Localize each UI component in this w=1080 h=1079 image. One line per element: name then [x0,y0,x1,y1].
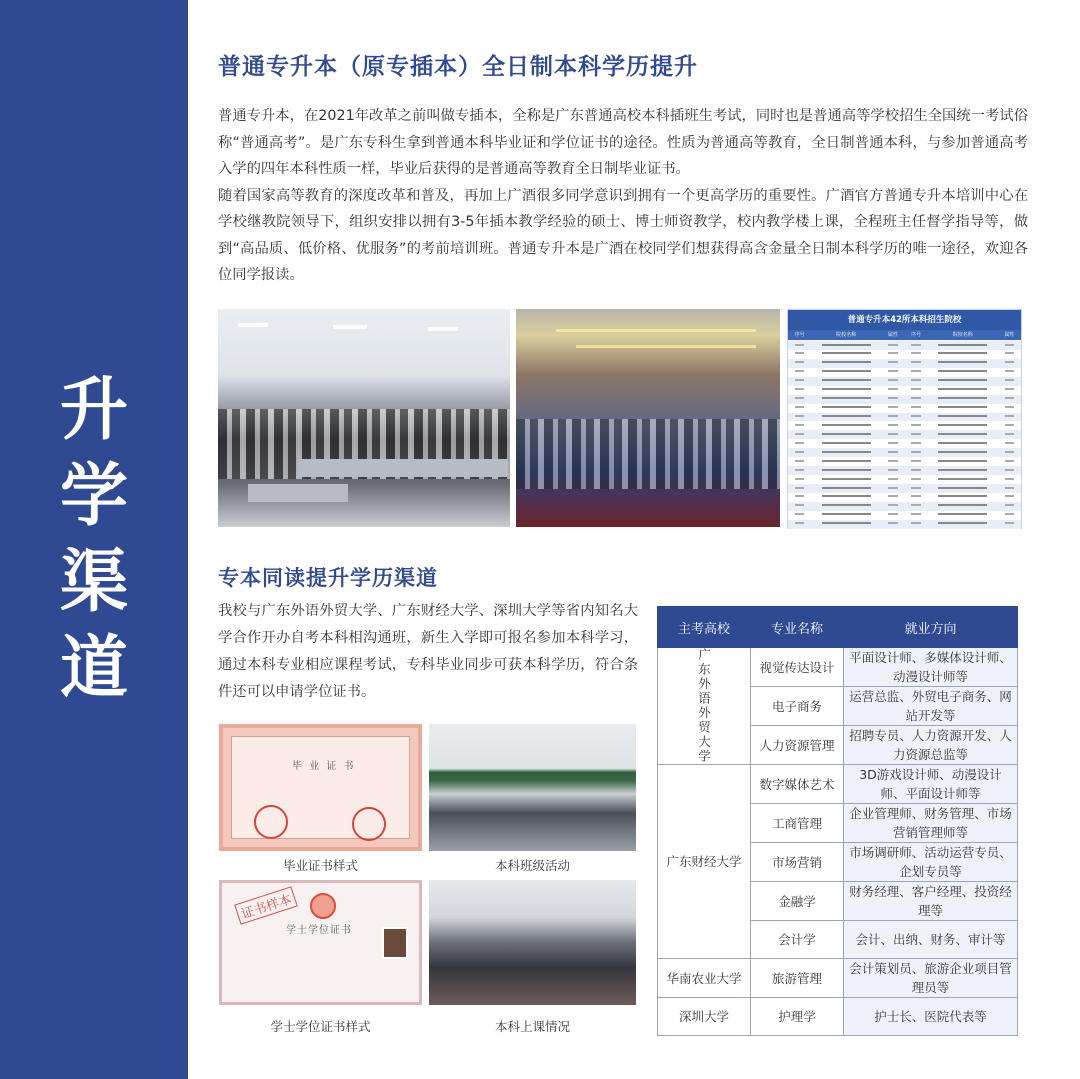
school-table-row [788,484,1021,493]
school-cell [658,765,751,959]
school-table-cell [811,520,881,529]
major-cell: 视觉传达设计 [751,648,844,687]
school-table-row [788,502,1021,511]
school-table-cell [881,359,904,368]
school-table-cell [998,448,1021,457]
table-row [658,959,1018,998]
school-table-row [788,475,1021,484]
table-row [658,998,1018,1036]
school-table-row [788,368,1021,377]
caption-grad-cert: 毕业证书样式 [282,858,358,873]
school-table-cell [811,430,881,439]
school-table-cell [905,341,928,350]
school-table-cell [811,457,881,466]
major-cell: 市场营销 [751,843,844,882]
school-table-cell [928,430,998,439]
school-table-row [788,511,1021,520]
school-table-cell [788,502,811,511]
school-table-cell [788,448,811,457]
school-table-cell [811,368,881,377]
school-table-cell [905,502,928,511]
school-table-cell [905,421,928,430]
school-table-cell [998,386,1021,395]
school-table-row [788,377,1021,386]
school-table-cell [881,368,904,377]
school-table-cell [811,395,881,404]
school-table-cell [811,511,881,520]
school-table-header-cell: 序号 [794,332,805,338]
career-cell: 财务经理、客户经理、投资经理等 [844,882,1018,921]
career-cell: 招聘专员、人力资源开发、人力资源总监等 [844,726,1018,765]
school-table-cell [905,350,928,359]
school-table-cell [788,484,811,493]
school-cell [658,998,751,1036]
school-table-cell [928,457,998,466]
school-table-cell [998,377,1021,386]
school-table-cell [928,484,998,493]
school-table-cell [905,448,928,457]
school-table-title: 普通专升本42所本科招生院校 [788,310,1021,330]
school-table-cell [811,439,881,448]
school-cell [658,648,751,765]
school-table-cell [905,413,928,422]
school-table-cell [905,404,928,413]
school-table-cell [788,368,811,377]
header-major: 专业名称 [751,607,844,648]
school-table-row [788,466,1021,475]
school-table-cell [788,395,811,404]
school-table-cell [811,386,881,395]
school-table-cell [998,430,1021,439]
school-table-cell [998,359,1021,368]
school-table-cell [788,511,811,520]
school-table-cell [905,386,928,395]
school-table-cell [881,404,904,413]
major-cell: 金融学 [751,882,844,921]
school-table-cell [905,359,928,368]
school-table-header-cell: 序号 [911,332,922,338]
school-table-cell [998,493,1021,502]
school-table-cell [928,386,998,395]
school-table-cell [881,502,904,511]
section2-title: 专本同读提升学历渠道 [218,566,438,590]
school-table-cell [928,421,998,430]
school-table-cell [928,439,998,448]
school-table-cell [881,493,904,502]
classroom-photo-1 [218,309,510,527]
school-list-table-image [787,309,1022,529]
school-table-cell [928,475,998,484]
table-row [658,648,1018,687]
school-table-cell [811,350,881,359]
school-table-header-cell: 属性 [887,332,898,338]
school-table-header [788,330,1021,340]
school-table-cell [881,413,904,422]
emblem-icon [310,893,336,919]
school-table-cell [998,395,1021,404]
school-table-cell [788,421,811,430]
school-table-cell [881,457,904,466]
school-table-cell [905,484,928,493]
school-table-cell [905,511,928,520]
school-table-cell [928,520,998,529]
school-table-row [788,359,1021,368]
school-table-header-cell: 院校名称 [836,332,857,338]
school-table-cell [998,484,1021,493]
school-name: 广东外语外贸大学 [696,648,712,764]
major-table-body [658,648,1018,1036]
degree-cert-title: 学士学位证书 [286,925,352,936]
major-cell: 旅游管理 [751,959,844,998]
class-activity-photo [429,724,636,851]
section2-intro: 我校与广东外语外贸大学、广东财经大学、深圳大学等省内知名大学合作开办自考本科相沟通班，新生入学即可报名参加本科学习，通过本科专业相应课程考试，专科毕业同步可获本科学历，符合条件还可以申请学位证书。 [218,603,638,700]
intro-paragraph-2: 随着国家高等教育的深度改革和普及，再加上广酒很多同学意识到拥有一个更高学历的重要性。广酒官方普通专升本培训中心在学校继教院领导下，组织安排以拥有3-5年插本教学经验的硕士、博士师资教学，校内教学楼上课，全程班主任督学指导等，做到“高品质、低价格、优服务”的考前培训班。普通专升本是广酒在校同学们想获得高含金量全日制本科学历的唯一途径，欢迎各位同学报读。 [218,187,1028,283]
seal-icon [352,807,386,841]
seal-icon [254,805,288,839]
sidebar [0,0,188,1079]
major-cell: 护理学 [751,998,844,1036]
career-cell: 企业管理师、财务管理、市场营销管理师等 [844,804,1018,843]
major-cell: 数字媒体艺术 [751,765,844,804]
section1-title: 普通专升本（原专插本）全日制本科学历提升 [218,54,698,80]
school-table-cell [788,350,811,359]
school-table-cell [881,386,904,395]
school-name: 广东财经大学 [666,854,742,869]
school-table-cell [928,359,998,368]
school-table-row [788,404,1021,413]
school-table-cell [788,359,811,368]
sample-stamp: 证书样本 [234,886,298,925]
school-table-row [788,413,1021,422]
school-table-row [788,430,1021,439]
caption-class-lecture: 本科上课情况 [494,1019,570,1034]
school-table-cell [811,448,881,457]
school-table-cell [905,493,928,502]
grad-cert-title: 毕 业 证 书 [292,761,356,772]
school-table-header-cell: 院校名称 [952,332,973,338]
school-table-cell [928,341,998,350]
school-table-row [788,457,1021,466]
school-table-cell [905,457,928,466]
header-career: 就业方向 [844,607,1018,648]
school-table-row [788,448,1021,457]
table-row [658,765,1018,804]
school-table-cell [998,466,1021,475]
school-table-cell [998,502,1021,511]
career-cell: 3D游戏设计师、动漫设计师、平面设计师等 [844,765,1018,804]
career-cell: 护士长、医院代表等 [844,998,1018,1036]
school-table-cell [928,368,998,377]
school-table-cell [788,430,811,439]
school-table-cell [998,341,1021,350]
school-table-cell [788,520,811,529]
school-table-cell [998,413,1021,422]
school-table-cell [788,404,811,413]
graduation-certificate-image [219,724,422,851]
school-table-cell [811,404,881,413]
career-cell: 会计、出纳、财务、审计等 [844,921,1018,959]
intro-paragraph-1: 普通专升本，在2021年改革之前叫做专插本，全称是广东普通高校本科插班生考试，同时也是普通高等学校招生全国统一考试俗称“普通高考”。是广东专科生拿到普通本科毕业证和学位证书的途径。性质为普通高等教育，全日制普通本科，与参加普通高考入学的四年本科性质一样，毕业后获得的是普通高等教育全日制毕业证书。 [218,108,1028,177]
school-table-cell [881,520,904,529]
school-table-cell [998,520,1021,529]
school-table-cell [811,502,881,511]
sidebar-title: 升学渠道 [59,371,128,708]
school-table-header-cell: 属性 [1004,332,1015,338]
school-table-row [788,395,1021,404]
school-table-cell [928,502,998,511]
major-cell: 电子商务 [751,687,844,726]
school-table-cell [905,430,928,439]
school-table-cell [811,359,881,368]
caption-degree-cert: 学士学位证书样式 [270,1019,371,1034]
career-cell: 会计策划员、旅游企业项目管理员等 [844,959,1018,998]
school-name: 深圳大学 [678,1009,729,1024]
school-table-cell [998,368,1021,377]
school-table-cell [788,386,811,395]
school-table-cell [788,377,811,386]
school-cell [658,959,751,998]
school-table-cell [881,466,904,475]
school-table-cell [928,350,998,359]
school-table-cell [788,439,811,448]
school-table-cell [998,421,1021,430]
major-career-table [657,606,1018,1036]
school-table-cell [928,404,998,413]
school-table-cell [788,493,811,502]
school-table-cell [811,475,881,484]
school-table-cell [998,457,1021,466]
school-table-cell [998,475,1021,484]
school-table-cell [905,475,928,484]
school-table-cell [905,520,928,529]
school-table-cell [788,341,811,350]
school-table-cell [811,421,881,430]
school-table-cell [811,493,881,502]
school-table-cell [811,413,881,422]
caption-class-activity: 本科班级活动 [494,858,570,873]
school-table-cell [905,466,928,475]
school-table-cell [811,484,881,493]
school-table-cell [998,439,1021,448]
school-table-cell [881,439,904,448]
school-table-row [788,421,1021,430]
portrait-photo [382,927,408,959]
school-table-row [788,439,1021,448]
school-table-cell [928,448,998,457]
degree-certificate-image [219,880,422,1005]
career-cell: 运营总监、外贸电子商务、网站开发等 [844,687,1018,726]
school-table-cell [811,377,881,386]
school-table-cell [881,430,904,439]
school-table-cell [998,350,1021,359]
school-table-cell [811,341,881,350]
school-table-cell [928,466,998,475]
school-table-cell [881,484,904,493]
school-table-row [788,386,1021,395]
school-table-cell [928,395,998,404]
school-table-cell [881,395,904,404]
school-table-row [788,493,1021,502]
school-table-cell [881,475,904,484]
school-table-cell [788,466,811,475]
career-cell: 市场调研师、活动运营专员、企划专员等 [844,843,1018,882]
school-table-cell [788,475,811,484]
header-school: 主考高校 [658,607,751,648]
auditorium-photo [516,309,780,527]
school-table-cell [928,511,998,520]
school-table-cell [881,341,904,350]
school-table-cell [928,413,998,422]
school-table-cell [928,377,998,386]
school-table-cell [905,395,928,404]
school-table-cell [881,421,904,430]
school-table-cell [905,439,928,448]
major-cell: 工商管理 [751,804,844,843]
school-table-cell [905,377,928,386]
school-table-cell [788,457,811,466]
school-table-rows [788,341,1021,528]
major-cell: 会计学 [751,921,844,959]
major-cell: 人力资源管理 [751,726,844,765]
school-table-row [788,341,1021,350]
section1-intro [218,103,1028,289]
school-table-cell [811,466,881,475]
school-name: 华南农业大学 [666,970,742,986]
school-table-cell [881,448,904,457]
school-table-cell [788,413,811,422]
school-table-cell [905,368,928,377]
school-table-row [788,350,1021,359]
lecture-photo [429,880,636,1005]
school-table-cell [881,350,904,359]
school-table-row [788,520,1021,529]
school-table-cell [928,493,998,502]
school-table-cell [881,377,904,386]
career-cell: 平面设计师、多媒体设计师、动漫设计师等 [844,648,1018,687]
school-table-cell [998,511,1021,520]
school-table-cell [881,511,904,520]
school-table-cell [998,404,1021,413]
